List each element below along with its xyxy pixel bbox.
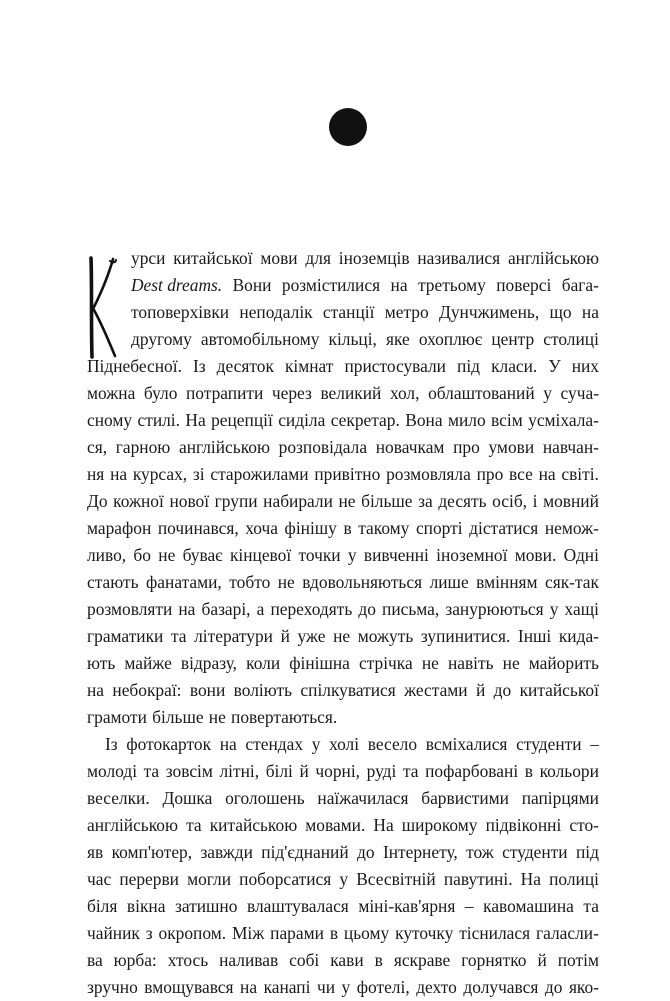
word: кінцевої (229, 545, 292, 565)
word: набирали (263, 491, 333, 511)
word: зручно (87, 977, 138, 997)
word: оголошень (225, 788, 305, 808)
word: наїжачилася (317, 788, 409, 808)
word: під'єднаний (261, 842, 349, 862)
word: до (357, 842, 375, 862)
word: кольори (539, 761, 599, 781)
word: про (476, 464, 504, 484)
word: поверсі (496, 275, 552, 295)
word: На (185, 410, 206, 430)
text-line (87, 812, 599, 839)
word: Вони (232, 275, 272, 295)
word: письма, (382, 599, 440, 619)
word: повертаються. (231, 707, 338, 727)
word: столиці (543, 329, 599, 349)
word: яке (386, 329, 410, 349)
word: англійською (507, 248, 599, 268)
word: горнятко (461, 950, 527, 970)
word: мови (260, 248, 298, 268)
text-line (87, 650, 599, 677)
word: граматики (87, 626, 164, 646)
word: тіснилася (459, 923, 531, 943)
word: гарною (115, 437, 171, 457)
word: що (549, 302, 572, 322)
word: марафон (87, 518, 152, 538)
word: про (453, 437, 480, 457)
text-line (87, 758, 599, 785)
word: молоді (87, 761, 138, 781)
word: окропом. (158, 923, 227, 943)
word: у (339, 869, 349, 889)
word: – (590, 734, 599, 754)
word: через (271, 383, 312, 403)
word: зупинитися. (420, 626, 511, 646)
body-text (87, 245, 599, 1001)
word: зі (192, 464, 205, 484)
word: привітно (314, 464, 381, 484)
word: У (548, 356, 561, 376)
word: та (170, 626, 187, 646)
word: собі (289, 950, 320, 970)
word: студенти (502, 842, 568, 862)
word: а (256, 599, 265, 619)
word: можуть (357, 626, 414, 646)
word: парами (270, 923, 324, 943)
word: вдовольняються (302, 572, 423, 592)
word: ся, (87, 437, 108, 457)
word: під (457, 356, 481, 376)
word: такому (358, 518, 410, 538)
word: літератури (194, 626, 273, 646)
word: кавомашина (483, 896, 574, 916)
word: можна (87, 383, 136, 403)
word: і (532, 491, 538, 511)
word: метро (384, 302, 429, 322)
word: третьому (417, 275, 486, 295)
word: в (343, 518, 352, 538)
text-line (87, 920, 599, 947)
word: яскраве (393, 950, 451, 970)
word: затишно (174, 896, 238, 916)
word: хащі (564, 599, 599, 619)
word: ня (87, 464, 105, 484)
word: не (333, 626, 351, 646)
word: сто- (569, 815, 599, 835)
text-line (131, 299, 599, 326)
word: барвистими (421, 788, 509, 808)
word: На (373, 815, 394, 835)
word: для (305, 248, 331, 268)
word: базарі, (201, 599, 251, 619)
word: долучався (463, 977, 539, 997)
word: китайською (209, 815, 298, 835)
word: Із (192, 356, 206, 376)
word: й (537, 950, 547, 970)
word: Всесвітній (356, 869, 436, 889)
word: мовний (543, 491, 599, 511)
word: розмовляти (87, 599, 173, 619)
word: павутині. (443, 869, 513, 889)
word: Дунчжимень, (438, 302, 540, 322)
word: галасли- (535, 923, 599, 943)
text-line (87, 731, 599, 758)
text-line (87, 974, 599, 1001)
word: перерви (119, 869, 179, 889)
word: й (299, 761, 309, 781)
word: зовсім (165, 761, 213, 781)
word: дехто (416, 977, 457, 997)
word: чи (316, 977, 336, 997)
word: не (421, 653, 439, 673)
word: білі (265, 761, 293, 781)
word: не (208, 707, 226, 727)
word: До (87, 491, 108, 511)
word: кільці, (328, 329, 377, 349)
word: фотокарток (126, 734, 212, 754)
word: десять (438, 491, 487, 511)
text-lines (87, 245, 599, 1001)
word: станції (322, 302, 375, 322)
word: руді (366, 761, 397, 781)
word: широкому (401, 815, 478, 835)
word: – (464, 896, 474, 916)
word: та (186, 815, 202, 835)
word: час (87, 869, 112, 889)
word: на (87, 680, 105, 700)
word: на (538, 464, 556, 484)
word: спорті (415, 518, 463, 538)
word: класи. (491, 356, 538, 376)
text-line (131, 272, 599, 299)
word: веселки. (87, 788, 150, 808)
word: цьому (343, 923, 390, 943)
text-line (87, 947, 599, 974)
word: навчан- (542, 437, 599, 457)
word: мовами. (305, 815, 366, 835)
word: на (240, 977, 258, 997)
word: тобто (229, 572, 271, 592)
word: куточку (395, 923, 454, 943)
word: на (390, 275, 408, 295)
text-line (87, 893, 599, 920)
word: лише (429, 572, 469, 592)
word: не (158, 545, 176, 565)
word: пофарбовані (425, 761, 519, 781)
word: до (493, 680, 512, 700)
word: урси (131, 248, 166, 268)
word: могли (187, 869, 232, 889)
word: та (143, 761, 160, 781)
word: переходять (270, 599, 353, 619)
word: все (509, 464, 533, 484)
word: розповідала (278, 437, 368, 457)
word: сиділа (278, 410, 326, 430)
word: комп'ютер, (111, 842, 193, 862)
word: потрапити (186, 383, 264, 403)
word: й (280, 626, 290, 646)
word: другому (131, 329, 192, 349)
word: завжди (200, 842, 253, 862)
word: воліють (233, 680, 293, 700)
word: точки (298, 545, 341, 565)
word: починався, (157, 518, 239, 538)
word: було (143, 383, 178, 403)
word: занурюються (445, 599, 544, 619)
word: на (581, 302, 599, 322)
word: світі. (561, 464, 599, 484)
text-line (87, 380, 599, 407)
word: вони (189, 680, 226, 700)
word: не (502, 653, 520, 673)
word: чорні, (315, 761, 361, 781)
text-line (87, 596, 599, 623)
word: бо (133, 545, 151, 565)
word: грамоти (87, 707, 147, 727)
word: хол, (389, 383, 420, 403)
text-line (87, 407, 599, 434)
word: усміхала- (528, 410, 599, 430)
word: Інші (517, 626, 552, 646)
word: спілкуватися (300, 680, 396, 700)
text-line (87, 785, 599, 812)
text-line (87, 488, 599, 515)
word: ють (87, 653, 116, 673)
word: у (543, 383, 552, 403)
word: підвіконні (485, 815, 562, 835)
text-line (87, 677, 599, 704)
word: облаштований (428, 383, 535, 403)
word: секретар. (330, 410, 400, 430)
text-line (87, 866, 599, 893)
word: на (219, 734, 237, 754)
word: них (571, 356, 599, 376)
word: більше (361, 491, 413, 511)
word: пристосували (344, 356, 446, 376)
word: на (110, 464, 128, 484)
word: до (358, 599, 376, 619)
word: іноземців (338, 248, 410, 268)
text-line (131, 326, 599, 353)
word: не (338, 491, 356, 511)
word: у (311, 734, 321, 754)
word: хоча (245, 518, 278, 538)
word: за (418, 491, 433, 511)
word: старожилами (210, 464, 309, 484)
word: й (475, 680, 486, 700)
word: вивченні (363, 545, 429, 565)
word: дістатися (469, 518, 539, 538)
word: папірцями (521, 788, 599, 808)
word: навіть (447, 653, 494, 673)
word: великий (320, 383, 382, 403)
word: сному (87, 410, 133, 430)
word: жестами (404, 680, 468, 700)
word: осіб, (492, 491, 528, 511)
word: та (402, 761, 419, 781)
word: вмінням (476, 572, 538, 592)
word: потім (557, 950, 599, 970)
word: курсах, (132, 464, 188, 484)
word: охоплює (418, 329, 483, 349)
word: більше (152, 707, 204, 727)
text-line (87, 434, 599, 461)
word: стрічка (359, 653, 413, 673)
text-line (87, 704, 599, 731)
word: називалися (417, 248, 501, 268)
word: полиці (549, 869, 599, 889)
word: китайської (519, 680, 599, 700)
word: Інтернету, (382, 842, 458, 862)
word: кави (330, 950, 364, 970)
text-line (87, 569, 599, 596)
word: Із (105, 734, 118, 754)
word: яко- (568, 977, 599, 997)
word: фінішна (289, 653, 350, 673)
word: групи (214, 491, 258, 511)
word: стилі. (137, 410, 180, 430)
word: іноземної (436, 545, 508, 565)
word: немож- (544, 518, 599, 538)
word: кожної (113, 491, 164, 511)
word: Одні (563, 545, 599, 565)
word: у (341, 977, 351, 997)
word: на (178, 599, 196, 619)
word: в (374, 950, 383, 970)
word: сяк-так (545, 572, 599, 592)
word: з (145, 923, 153, 943)
word: влаштувалася (246, 896, 349, 916)
text-line (87, 839, 599, 866)
word: кімнат (284, 356, 334, 376)
word: Між (231, 923, 265, 943)
word: стендах (245, 734, 304, 754)
word: нової (169, 491, 210, 511)
word: та (583, 896, 599, 916)
word: фотелі, (356, 977, 410, 997)
word: На (520, 869, 541, 889)
word: розмовляла (386, 464, 471, 484)
word: в (329, 923, 339, 943)
word: суча- (560, 383, 599, 403)
word: майорить (528, 653, 599, 673)
word: чайник (87, 923, 140, 943)
word: буває (182, 545, 223, 565)
word: коли (246, 653, 281, 673)
word: Дошка (162, 788, 213, 808)
word: умови (488, 437, 535, 457)
word: юрба: (113, 950, 157, 970)
word: літні, (219, 761, 260, 781)
word: рецепції (211, 410, 273, 430)
word: канапі (263, 977, 311, 997)
text-line (87, 461, 599, 488)
word: у (549, 599, 559, 619)
word: міні-кав'ярня (358, 896, 456, 916)
word: кида- (558, 626, 599, 646)
word: автомобільному (200, 329, 320, 349)
word: десяток (216, 356, 274, 376)
word: ва (87, 950, 103, 970)
word: топоверхівки (131, 302, 230, 322)
word: під (575, 842, 599, 862)
word: центр (491, 329, 535, 349)
word: хтось (167, 950, 209, 970)
word: стають (87, 572, 139, 592)
text-line (87, 515, 599, 542)
text-line (87, 542, 599, 569)
word: мило (447, 410, 486, 430)
word: неподалік (239, 302, 313, 322)
word: біля (87, 896, 118, 916)
drop-cap-letter (86, 255, 122, 361)
word: новачкам (375, 437, 445, 457)
word: у (347, 545, 357, 565)
word: наливав (219, 950, 279, 970)
word: мови. (514, 545, 557, 565)
word: небокраї: (112, 680, 182, 700)
word: майже (124, 653, 172, 673)
word: до (544, 977, 563, 997)
word: всміхалися (425, 734, 508, 754)
word: вікна (126, 896, 166, 916)
word: Вона (405, 410, 443, 430)
word: в (524, 761, 533, 781)
word: холі (329, 734, 360, 754)
text-line (87, 353, 599, 380)
word: не (277, 572, 295, 592)
word: весело (367, 734, 418, 754)
chapter-ornament (329, 108, 367, 146)
text-line (131, 245, 599, 272)
text-line (87, 623, 599, 650)
word: вмощувався (144, 977, 234, 997)
word: фінішу (284, 518, 337, 538)
word: тож (466, 842, 494, 862)
word: англійською (87, 815, 178, 835)
word: всім (491, 410, 523, 430)
word: яв (87, 842, 104, 862)
word: Піднебесної. (87, 356, 182, 376)
word: ливо, (87, 545, 127, 565)
word: бага- (561, 275, 599, 295)
word: уже (297, 626, 326, 646)
word: поборсатися (239, 869, 332, 889)
word: китайської (173, 248, 253, 268)
word: фанатами, (146, 572, 222, 592)
word: розмістилися (281, 275, 381, 295)
word: Dest dreams. (131, 275, 223, 295)
word: відразу, (180, 653, 238, 673)
word: англійською (178, 437, 270, 457)
word: студенти (516, 734, 582, 754)
